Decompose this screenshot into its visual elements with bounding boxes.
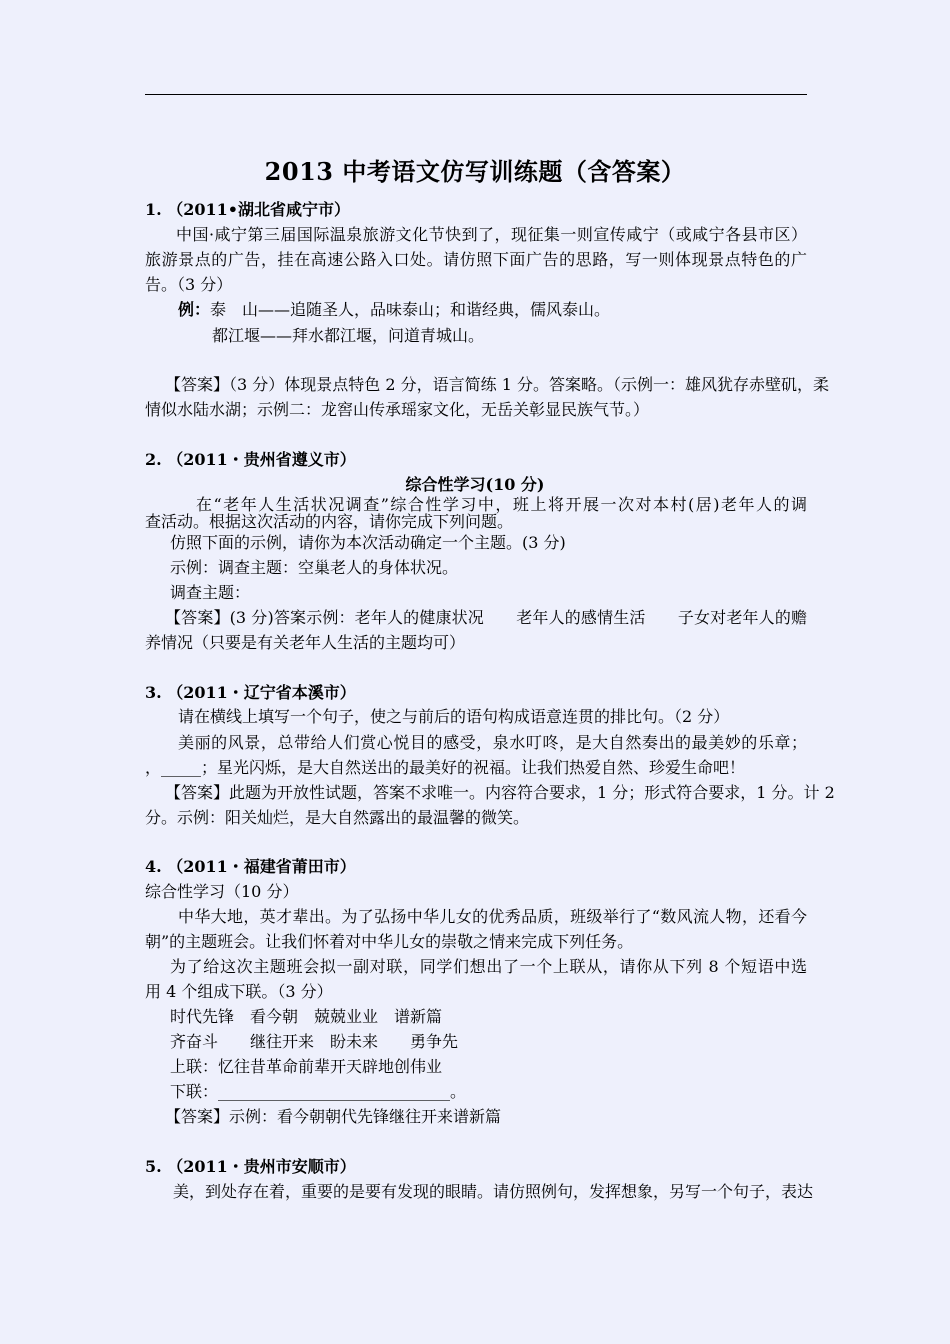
q1-answer-2: 情似水陆水湖；示例二：龙窖山传承瑶家文化，无岳关彰显民族气节。）	[145, 400, 650, 419]
q3-answer-2: 分。示例：阳关灿烂，是大自然露出的最温馨的微笑。	[145, 808, 530, 827]
q1-line-1: 中国·咸宁第三届国际温泉旅游文化节快到了，现征集一则宣传咸宁（或咸宁各县市区）	[176, 225, 807, 244]
q4-lower-couplet: 下联：_____________________________。	[170, 1082, 467, 1101]
q2-answer-1: 【答案】(3 分)答案示例：老年人的健康状况 老年人的感情生活 子女对老年人的赡	[165, 608, 807, 627]
q5-line-1: 美，到处存在着，重要的是要有发现的眼睛。请仿照例句，发挥想象，另写一个句子，表达	[173, 1182, 814, 1201]
q3-line-1: 请在横线上填写一个句子，使之与前后的语句构成语意连贯的排比句。（2 分）	[178, 707, 730, 726]
q1-example-1	[178, 300, 610, 320]
q4-answer: 【答案】示例：看今朝朝代先锋继往开来谱新篇	[165, 1107, 502, 1126]
q4-line-4: 用 4 个组成下联。（3 分）	[145, 982, 333, 1001]
q1-answer-1: 【答案】（3 分）体现景点特色 2 分，语言简练 1 分。答案略。（示例一：雄风犹存赤壁矶，柔	[165, 375, 829, 394]
q2-answer-2: 养情况（只要是有关老年人生活的主题均可）	[145, 633, 466, 652]
q3-line-2: 美丽的风景，总带给人们赏心悦目的感受，泉水叮咚，是大自然奏出的最美妙的乐章；	[178, 733, 807, 752]
q2-line-5: 调查主题：	[170, 583, 251, 602]
q4-line-3: 为了给这次主题班会拟一副对联，同学们想出了一个上联从，请你从下列 8 个短语中选	[170, 957, 807, 976]
q1-example-label: 例：	[178, 300, 211, 319]
q1-example-1-text: 泰 山——追随圣人，品味泰山；和谐经典，儒风泰山。	[210, 300, 611, 319]
q3-heading: 3. （2011・辽宁省本溪市）	[145, 683, 356, 702]
q2-subtitle: 综合性学习(10 分)	[405, 475, 545, 494]
q4-heading: 4. （2011・福建省莆田市）	[145, 857, 356, 876]
q4-line-1: 中华大地，英才辈出。为了弘扬中华儿女的优秀品质，班级举行了“数风流人物，还看今	[178, 907, 807, 926]
page-title: 2013 中考语文仿写训练题（含答案）	[264, 157, 686, 186]
q2-line-4: 示例：调查主题：空巢老人的身体状况。	[170, 558, 459, 577]
q3-answer-1: 【答案】此题为开放性试题，答案不求唯一。内容符合要求，1 分；形式符合要求，1 分。计 2	[165, 783, 835, 802]
q1-heading: 1. （2011•湖北省咸宁市）	[145, 200, 351, 219]
q5-heading: 5. （2011・贵州市安顺市）	[145, 1157, 356, 1176]
q4-phrases-2: 齐奋斗 继往开来 盼未来 勇争先	[170, 1032, 459, 1051]
header-rule	[145, 94, 807, 95]
q2-line-3: 仿照下面的示例，请你为本次活动确定一个主题。(3 分)	[170, 533, 566, 552]
q1-line-3: 告。（3 分）	[145, 275, 233, 294]
q2-heading: 2. （2011・贵州省遵义市）	[145, 450, 356, 469]
q1-example-2: 都江堰——拜水都江堰，问道青城山。	[212, 326, 485, 345]
q3-line-3: ，_____；星光闪烁，是大自然送出的最美好的祝福。让我们热爱自然、珍爱生命吧！	[145, 758, 746, 777]
q2-line-1: 在“老年人生活状况调查”综合性学习中，班上将开展一次对本村(居)老年人的调	[196, 495, 807, 514]
q4-upper-couplet: 上联：忆往昔革命前辈开天辟地创伟业	[170, 1057, 443, 1076]
q4-line-2: 朝”的主题班会。让我们怀着对中华儿女的崇敬之情来完成下列任务。	[145, 932, 634, 951]
q1-line-2: 旅游景点的广告，挂在高速公路入口处。请仿照下面广告的思路，写一则体现景点特色的广	[145, 250, 807, 269]
q4-subtitle: 综合性学习（10 分）	[145, 882, 299, 901]
q2-line-2: 查活动。根据这次活动的内容，请你完成下列问题。	[145, 512, 514, 531]
q4-phrases-1: 时代先锋 看今朝 兢兢业业 谱新篇	[170, 1007, 443, 1026]
